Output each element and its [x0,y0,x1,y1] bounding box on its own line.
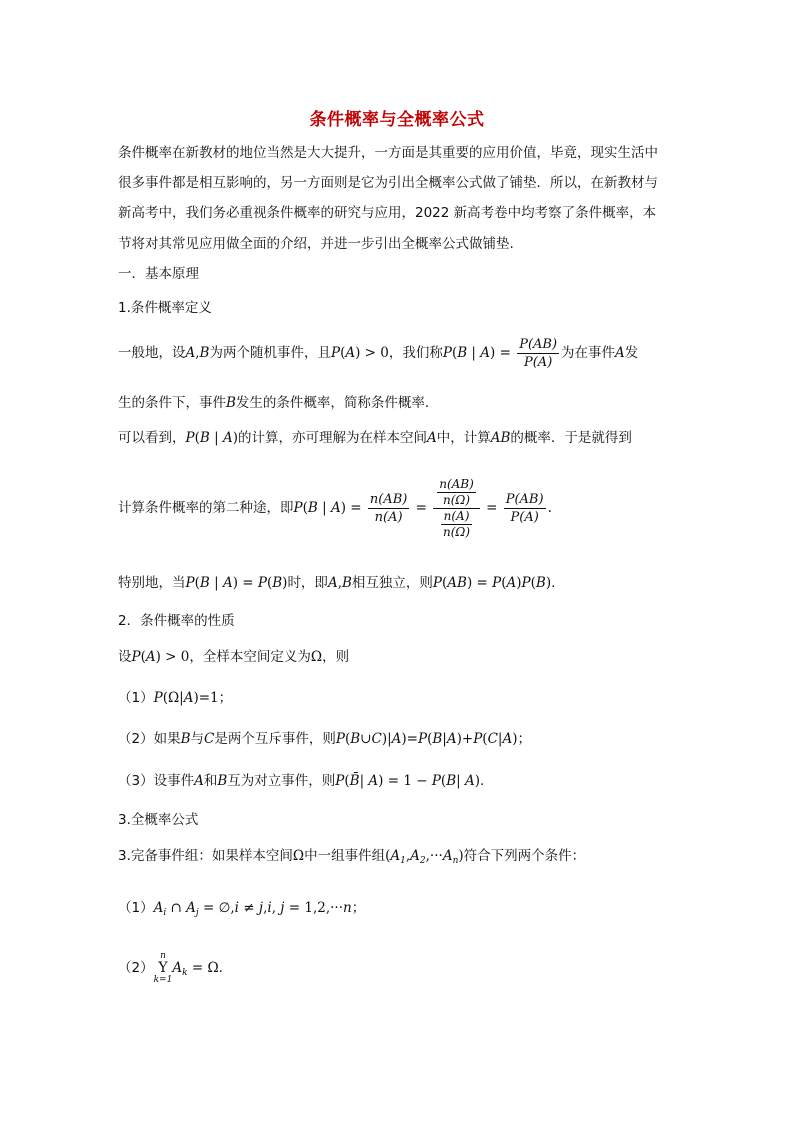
properties-intro-line: 设P(A) > 0，全样本空间定义为Ω，则 [118,649,350,665]
sample-space-line: 可以看到，P(B | A)的计算，亦可理解为在样本空间A中，计算AB的概率．于是就得到 [118,430,632,446]
independence-line: 特别地，当P(B | A) = P(B)时，即A,B相互独立，则P(AB) = P(A)P(B). [118,575,556,591]
condition-1: $(1)A_i$ ∩ $A_j$ = ∅,i ≠ j,i, j = 1,2,···n； [118,900,366,918]
nested-fraction: $\frac{\frac{n(AB)}{n(\Omega)}}{\frac{n(A)}{n(\Omega)}}$ [433,477,480,540]
intro-line-2: 很多事件都是相互影响的，另一方面则是它为引出全概率公式做了铺垫．所以，在新教材与 [118,175,658,191]
subheading-total-probability: 3.全概率公式 [118,812,199,828]
subheading-definition: 1.条件概率定义 [118,300,212,316]
intro-line-3: 新高考中，我们务必重视条件概率的研究与应用，2022 新高考卷中均考察了条件概率，本 [118,205,657,221]
property-2: （2）如果B与C是两个互斥事件，则P(B∪C)|A)=P(B|A)+P(C|A)； [118,731,531,747]
section-heading-basic: 一．基本原理 [118,266,199,282]
second-method-line: 计算条件概率的第二种途，即P(B | A) = $\frac{n(AB)}{n(A)}$ = $\frac{\frac{n(AB)}{n(\Omega)}}{\frac{n(A)}{n(\Omega)}}$ = $\frac{P(AB)}{P(A)}$ . [118,476,552,539]
probability-fraction: $\frac{P(AB)}{P(A)}$ [505,491,544,525]
intro-line-4: 节将对其常见应用做全面的介绍，并进一步引出全概率公式做铺垫. [118,236,514,252]
intro-line-1: 条件概率在新教材的地位当然是大大提升，一方面是其重要的应用价值，毕竟，现实生活中 [118,145,658,161]
count-fraction: $\frac{n(AB)}{n(A)}$ [369,491,408,525]
property-1: （1）P(Ω|A)=1； [118,690,233,706]
page-title: 条件概率与全概率公式 [309,110,485,130]
subheading-properties: 2．条件概率的性质 [118,613,235,629]
definition-continuation: 生的条件下，事件B发生的条件概率，简称条件概率. [118,395,430,411]
condition-2: （2） n Y k=1 $A_k = \Omega$. [118,951,223,985]
complete-event-group-line: 3.完备事件组：如果样本空间Ω中一组事件组$(A_1,A_2,\cdot\cdot\cdot A_n)$符合下列两个条件： [118,848,586,866]
conditional-probability-fraction: $\frac{P(AB)}{P(A)}$ [519,336,558,370]
definition-line: 一般地，设A,B为两个随机事件，且P(A) > 0，我们称P(B | A) = $\frac{P(AB)}{P(A)}$ 为在事件A发 [118,336,639,370]
property-3: （3）设事件A和B互为对立事件，则P(B̄| A) = 1 − P(B| A). [118,773,485,789]
union-operator: n Y k=1 [153,951,173,985]
